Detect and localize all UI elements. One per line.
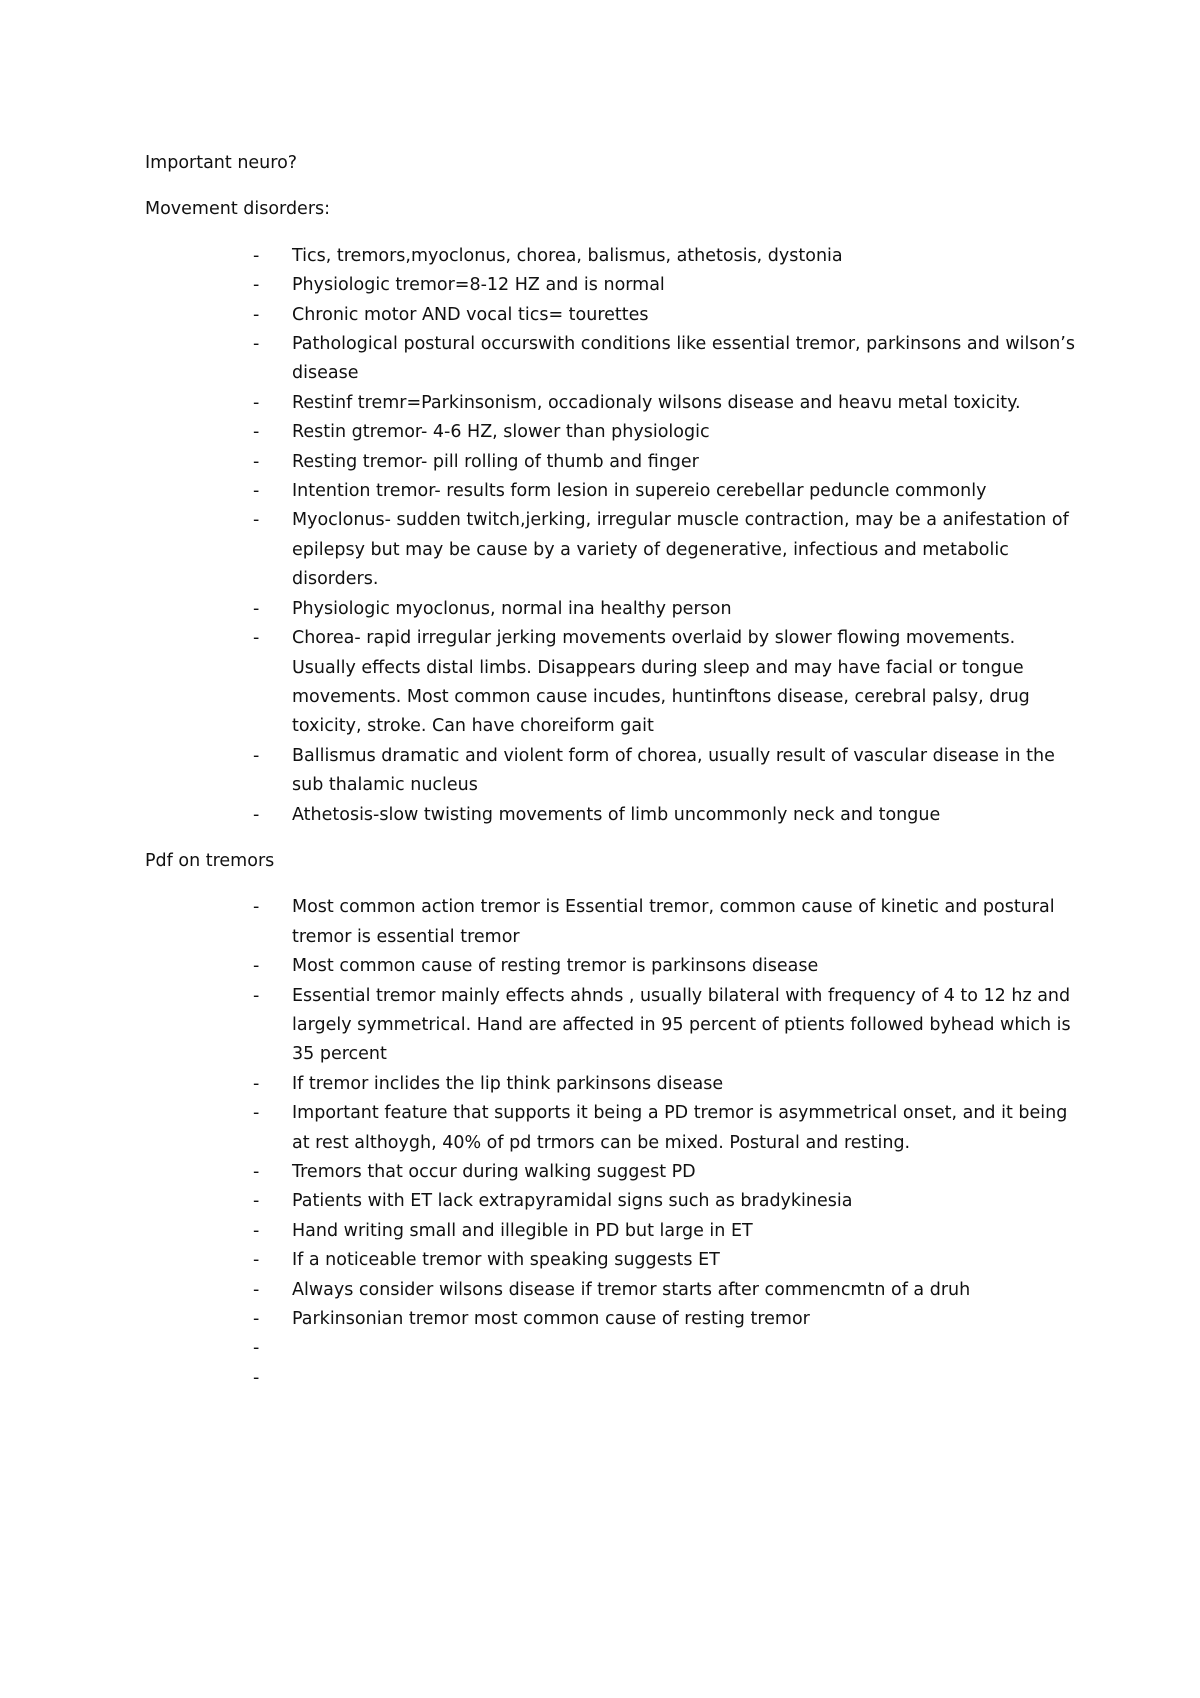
list-item-text: Resting tremor- pill rolling of thumb and finger <box>292 451 699 472</box>
list-item-text: Most common action tremor is Essential tremor, common cause of kinetic and postural tremor is essential tremor <box>292 897 1055 947</box>
list-item <box>253 624 1075 742</box>
document-body <box>145 149 1075 1410</box>
list-item-text: If a noticeable tremor with speaking suggests ET <box>292 1250 720 1271</box>
dash-bullet: - <box>253 1309 260 1330</box>
list-item-text: Tics, tremors,myoclonus, chorea, balismus, athetosis, dystonia <box>292 245 843 266</box>
dash-bullet: - <box>253 745 260 766</box>
document-title: Important neuro? <box>145 153 298 173</box>
list-item <box>253 742 1075 801</box>
list-item <box>253 1070 1075 1099</box>
dash-bullet: - <box>253 804 260 825</box>
movement-disorders-list <box>145 242 1075 830</box>
dash-bullet: - <box>253 245 260 266</box>
list-item <box>253 801 1075 830</box>
dash-bullet: - <box>253 1103 260 1124</box>
dash-bullet: - <box>253 1250 260 1271</box>
list-item-text: Myoclonus- sudden twitch,jerking, irregular muscle contraction, may be a anifestation of epilepsy but may be cause by a variety of degenerative, infectious and metabolic disorders. <box>292 510 1069 590</box>
dash-bullet: - <box>253 956 260 977</box>
dash-bullet: - <box>253 451 260 472</box>
list-item <box>253 1217 1075 1246</box>
list-item <box>253 301 1075 330</box>
dash-bullet: - <box>253 481 260 502</box>
list-item-text: Essential tremor mainly effects ahnds , usually bilateral with frequency of 4 to 12 hz and largely symmetrical. Hand are affected in 95 percent of ptients followed byhead which is 35 percent <box>292 985 1071 1065</box>
list-item <box>253 1099 1075 1158</box>
list-item <box>253 1158 1075 1187</box>
section-heading-movement-disorders: Movement disorders: <box>145 199 331 220</box>
dash-bullet: - <box>253 334 260 355</box>
list-item-text: Parkinsonian tremor most common cause of resting tremor <box>292 1309 810 1330</box>
list-item-text: Tremors that occur during walking suggest PD <box>292 1162 696 1182</box>
dash-bullet: - <box>253 897 260 918</box>
list-item-text: Intention tremor- results form lesion in supereio cerebellar peduncle commonly <box>292 481 987 502</box>
list-item-text: Restinf tremr=Parkinsonism, occadionaly wilsons disease and heavu metal toxicity. <box>292 392 1021 413</box>
dash-bullet: - <box>253 510 260 531</box>
list-item-text: Physiologic tremor=8-12 HZ and is normal <box>292 275 665 296</box>
list-item <box>253 1246 1075 1275</box>
dash-bullet: - <box>253 1338 260 1359</box>
list-item-text: Always consider wilsons disease if tremor starts after commencmtn of a druh <box>292 1279 971 1300</box>
pdf-on-tremors-list <box>145 893 1075 1393</box>
list-item-empty <box>253 1364 1075 1393</box>
list-item-text: Restin gtremor- 4-6 HZ, slower than physiologic <box>292 422 710 443</box>
list-item <box>253 1305 1075 1334</box>
list-item-text: Most common cause of resting tremor is parkinsons disease <box>292 956 819 977</box>
list-item <box>253 982 1075 1070</box>
dash-bullet: - <box>253 275 260 296</box>
list-item <box>253 389 1075 418</box>
dash-bullet: - <box>253 392 260 413</box>
dash-bullet: - <box>253 1162 260 1182</box>
list-item-text: Patients with ET lack extrapyramidal signs such as bradykinesia <box>292 1191 853 1212</box>
dash-bullet: - <box>253 1367 260 1388</box>
list-item <box>253 477 1075 506</box>
dash-bullet: - <box>253 1191 260 1212</box>
list-item <box>253 1187 1075 1216</box>
list-item-text: Chorea- rapid irregular jerking movements overlaid by slower flowing movements. Usually effects distal limbs. Disappears during sleep and may have facial or tongue movements. Most common cause incudes, huntinftons disease, cerebral palsy, drug toxicity, stroke. Can have choreiform gait <box>292 628 1030 737</box>
list-item-text: Important feature that supports it being a PD tremor is asymmetrical onset, and it being at rest althoygh, 40% of pd trmors can be mixed. Postural and resting. <box>292 1103 1068 1153</box>
dash-bullet: - <box>253 598 260 619</box>
list-item-text: Ballismus dramatic and violent form of chorea, usually result of vascular disease in the sub thalamic nucleus <box>292 745 1055 796</box>
list-item <box>253 418 1075 447</box>
list-item <box>253 242 1075 271</box>
list-item-text: Hand writing small and illegible in PD but large in ET <box>292 1220 753 1241</box>
list-item-text: Chronic motor AND vocal tics= tourettes <box>292 304 649 325</box>
dash-bullet: - <box>253 1073 260 1094</box>
dash-bullet: - <box>253 1220 260 1241</box>
list-item <box>253 271 1075 300</box>
list-item <box>253 448 1075 477</box>
list-item-text: Physiologic myoclonus, normal ina healthy person <box>292 598 732 619</box>
list-item <box>253 506 1075 594</box>
list-item <box>253 1276 1075 1305</box>
dash-bullet: - <box>253 985 260 1006</box>
list-item-text: If tremor inclides the lip think parkinsons disease <box>292 1073 724 1094</box>
list-item-text: Pathological postural occurswith conditions like essential tremor, parkinsons and wilson’s disease <box>292 334 1075 384</box>
list-item-text: Athetosis-slow twisting movements of limb uncommonly neck and tongue <box>292 804 941 825</box>
list-item <box>253 330 1075 389</box>
list-item <box>253 952 1075 981</box>
list-item <box>253 595 1075 624</box>
dash-bullet: - <box>253 304 260 325</box>
dash-bullet: - <box>253 422 260 443</box>
list-item <box>253 893 1075 952</box>
section-heading-pdf-on-tremors: Pdf on tremors <box>145 850 275 871</box>
list-item-empty <box>253 1334 1075 1363</box>
dash-bullet: - <box>253 1279 260 1300</box>
dash-bullet: - <box>253 628 260 649</box>
